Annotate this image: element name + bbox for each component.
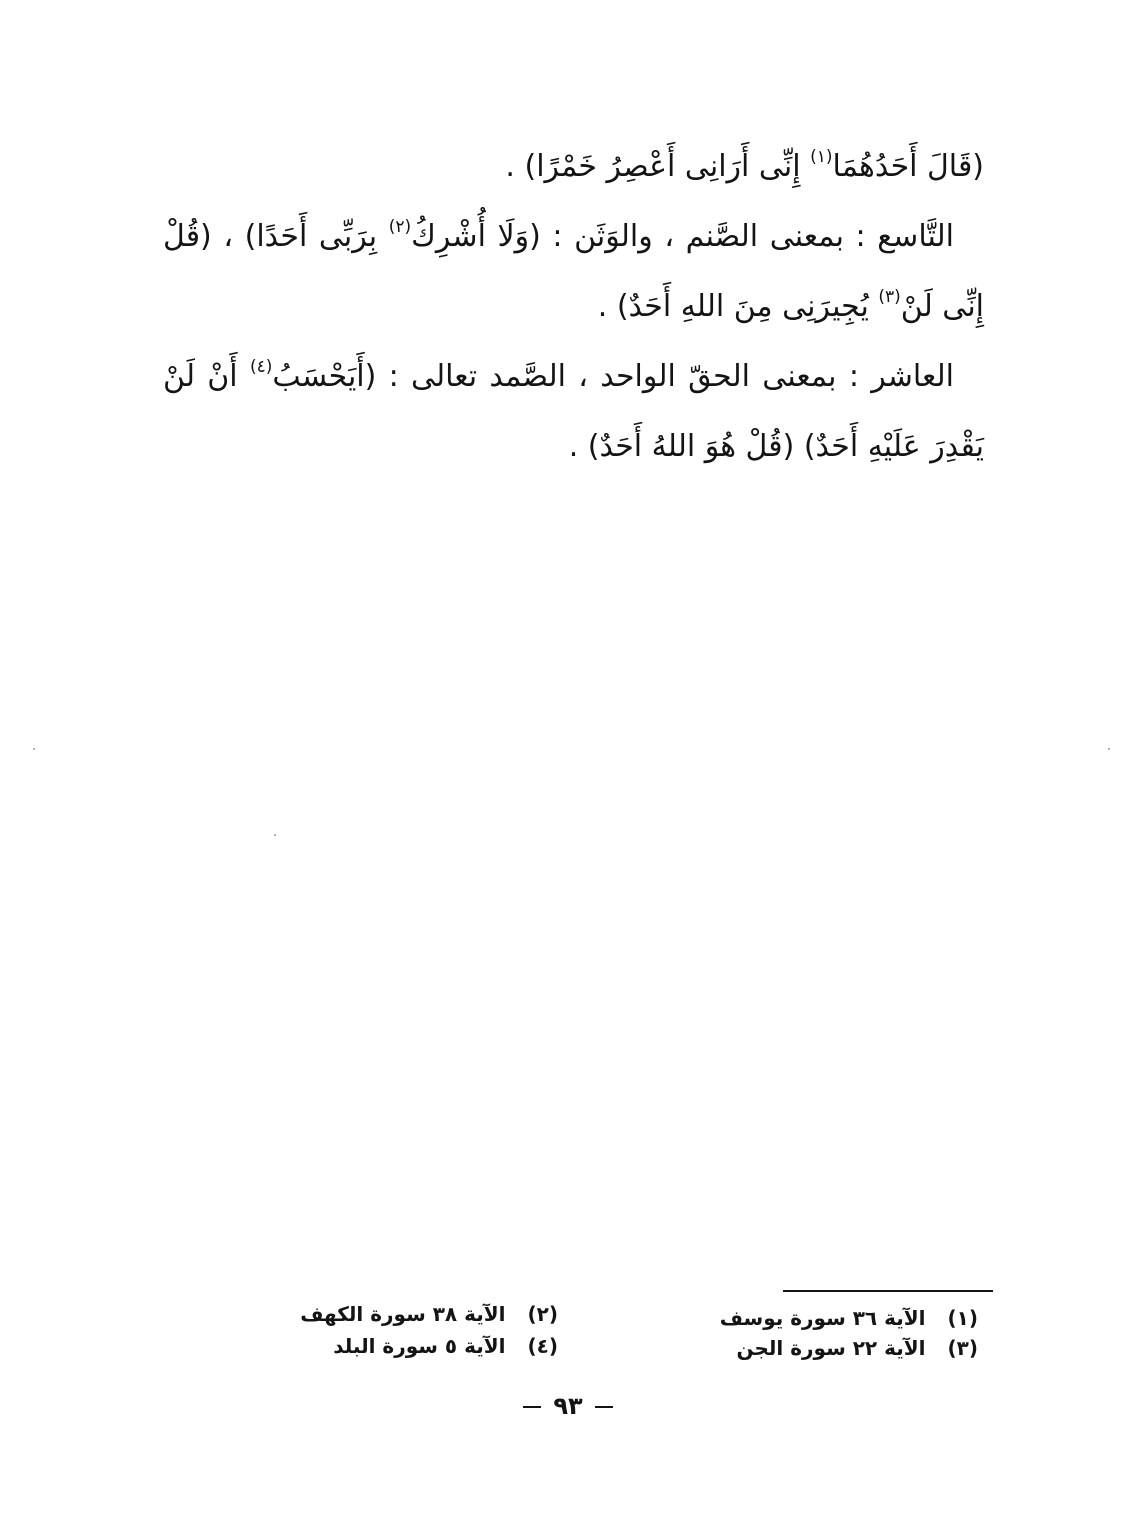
page-number — [0, 1392, 1136, 1420]
scan-speck — [33, 748, 35, 750]
footnote-2-text: الآية ٣٨ سورة الكهف — [300, 1302, 506, 1326]
footnote-4 — [333, 1334, 558, 1358]
footnote-ref-4: (٤) — [249, 357, 273, 377]
footnotes — [278, 1302, 978, 1366]
footnote-1-text: الآية ٣٦ سورة يوسف — [719, 1306, 926, 1330]
paragraph-3-text-b: أَنْ لَنْ يَقْدِرَ عَلَيْهِ أَحَدٌ) (قُلْ هُوَ اللهُ أَحَدٌ) . — [163, 359, 984, 464]
footnote-ref-1: (١) — [810, 147, 833, 167]
footnote-2 — [300, 1302, 558, 1326]
footnote-2-number: (٢) — [527, 1302, 558, 1326]
paragraph-3 — [163, 342, 984, 482]
paragraph-1-text-a: (قَالَ أَحَدُهُمَا — [832, 149, 984, 184]
page-number-value: ٩٣ — [553, 1392, 583, 1420]
footnote-1-number: (١) — [947, 1306, 978, 1330]
paragraph-2-text-b: بِرَبِّى أَحَدًا) ، (قُلْ إِنِّى لَنْ — [163, 219, 984, 324]
footnote-3-text: الآية ٢٢ سورة الجن — [736, 1336, 926, 1360]
scan-speck — [274, 834, 276, 836]
paragraph-3-text-a: العاشر : بمعنى الحقّ الواحد ، الصَّمد تعالى : (أَيَحْسَبُ — [272, 359, 954, 394]
footnote-1 — [720, 1306, 978, 1330]
footnote-3 — [736, 1336, 978, 1360]
footnote-3-number: (٣) — [947, 1336, 978, 1360]
footnote-4-text: الآية ٥ سورة البلد — [333, 1334, 506, 1358]
body-text — [163, 132, 984, 482]
scan-speck — [1108, 748, 1110, 750]
footnote-ref-3: (٣) — [878, 287, 901, 307]
paragraph-1-text-b: إِنِّى أَرَانِى أَعْصِرُ خَمْرًا) . — [505, 149, 811, 184]
paragraph-2-text-a: التَّاسع : بمعنى الصَّنم ، والوَثَن : (وَلَا أُشْرِكُ — [411, 219, 954, 254]
page-number-dash-left — [523, 1406, 541, 1408]
paragraph-1 — [163, 132, 984, 202]
paragraph-2-text-c: يُجِيرَنِى مِنَ اللهِ أَحَدٌ) . — [597, 289, 879, 324]
paragraph-2 — [163, 202, 984, 342]
footnote-ref-2: (٢) — [388, 217, 412, 237]
footnote-separator — [783, 1290, 993, 1292]
footnote-4-number: (٤) — [527, 1334, 558, 1358]
page-number-dash-right — [595, 1406, 613, 1408]
